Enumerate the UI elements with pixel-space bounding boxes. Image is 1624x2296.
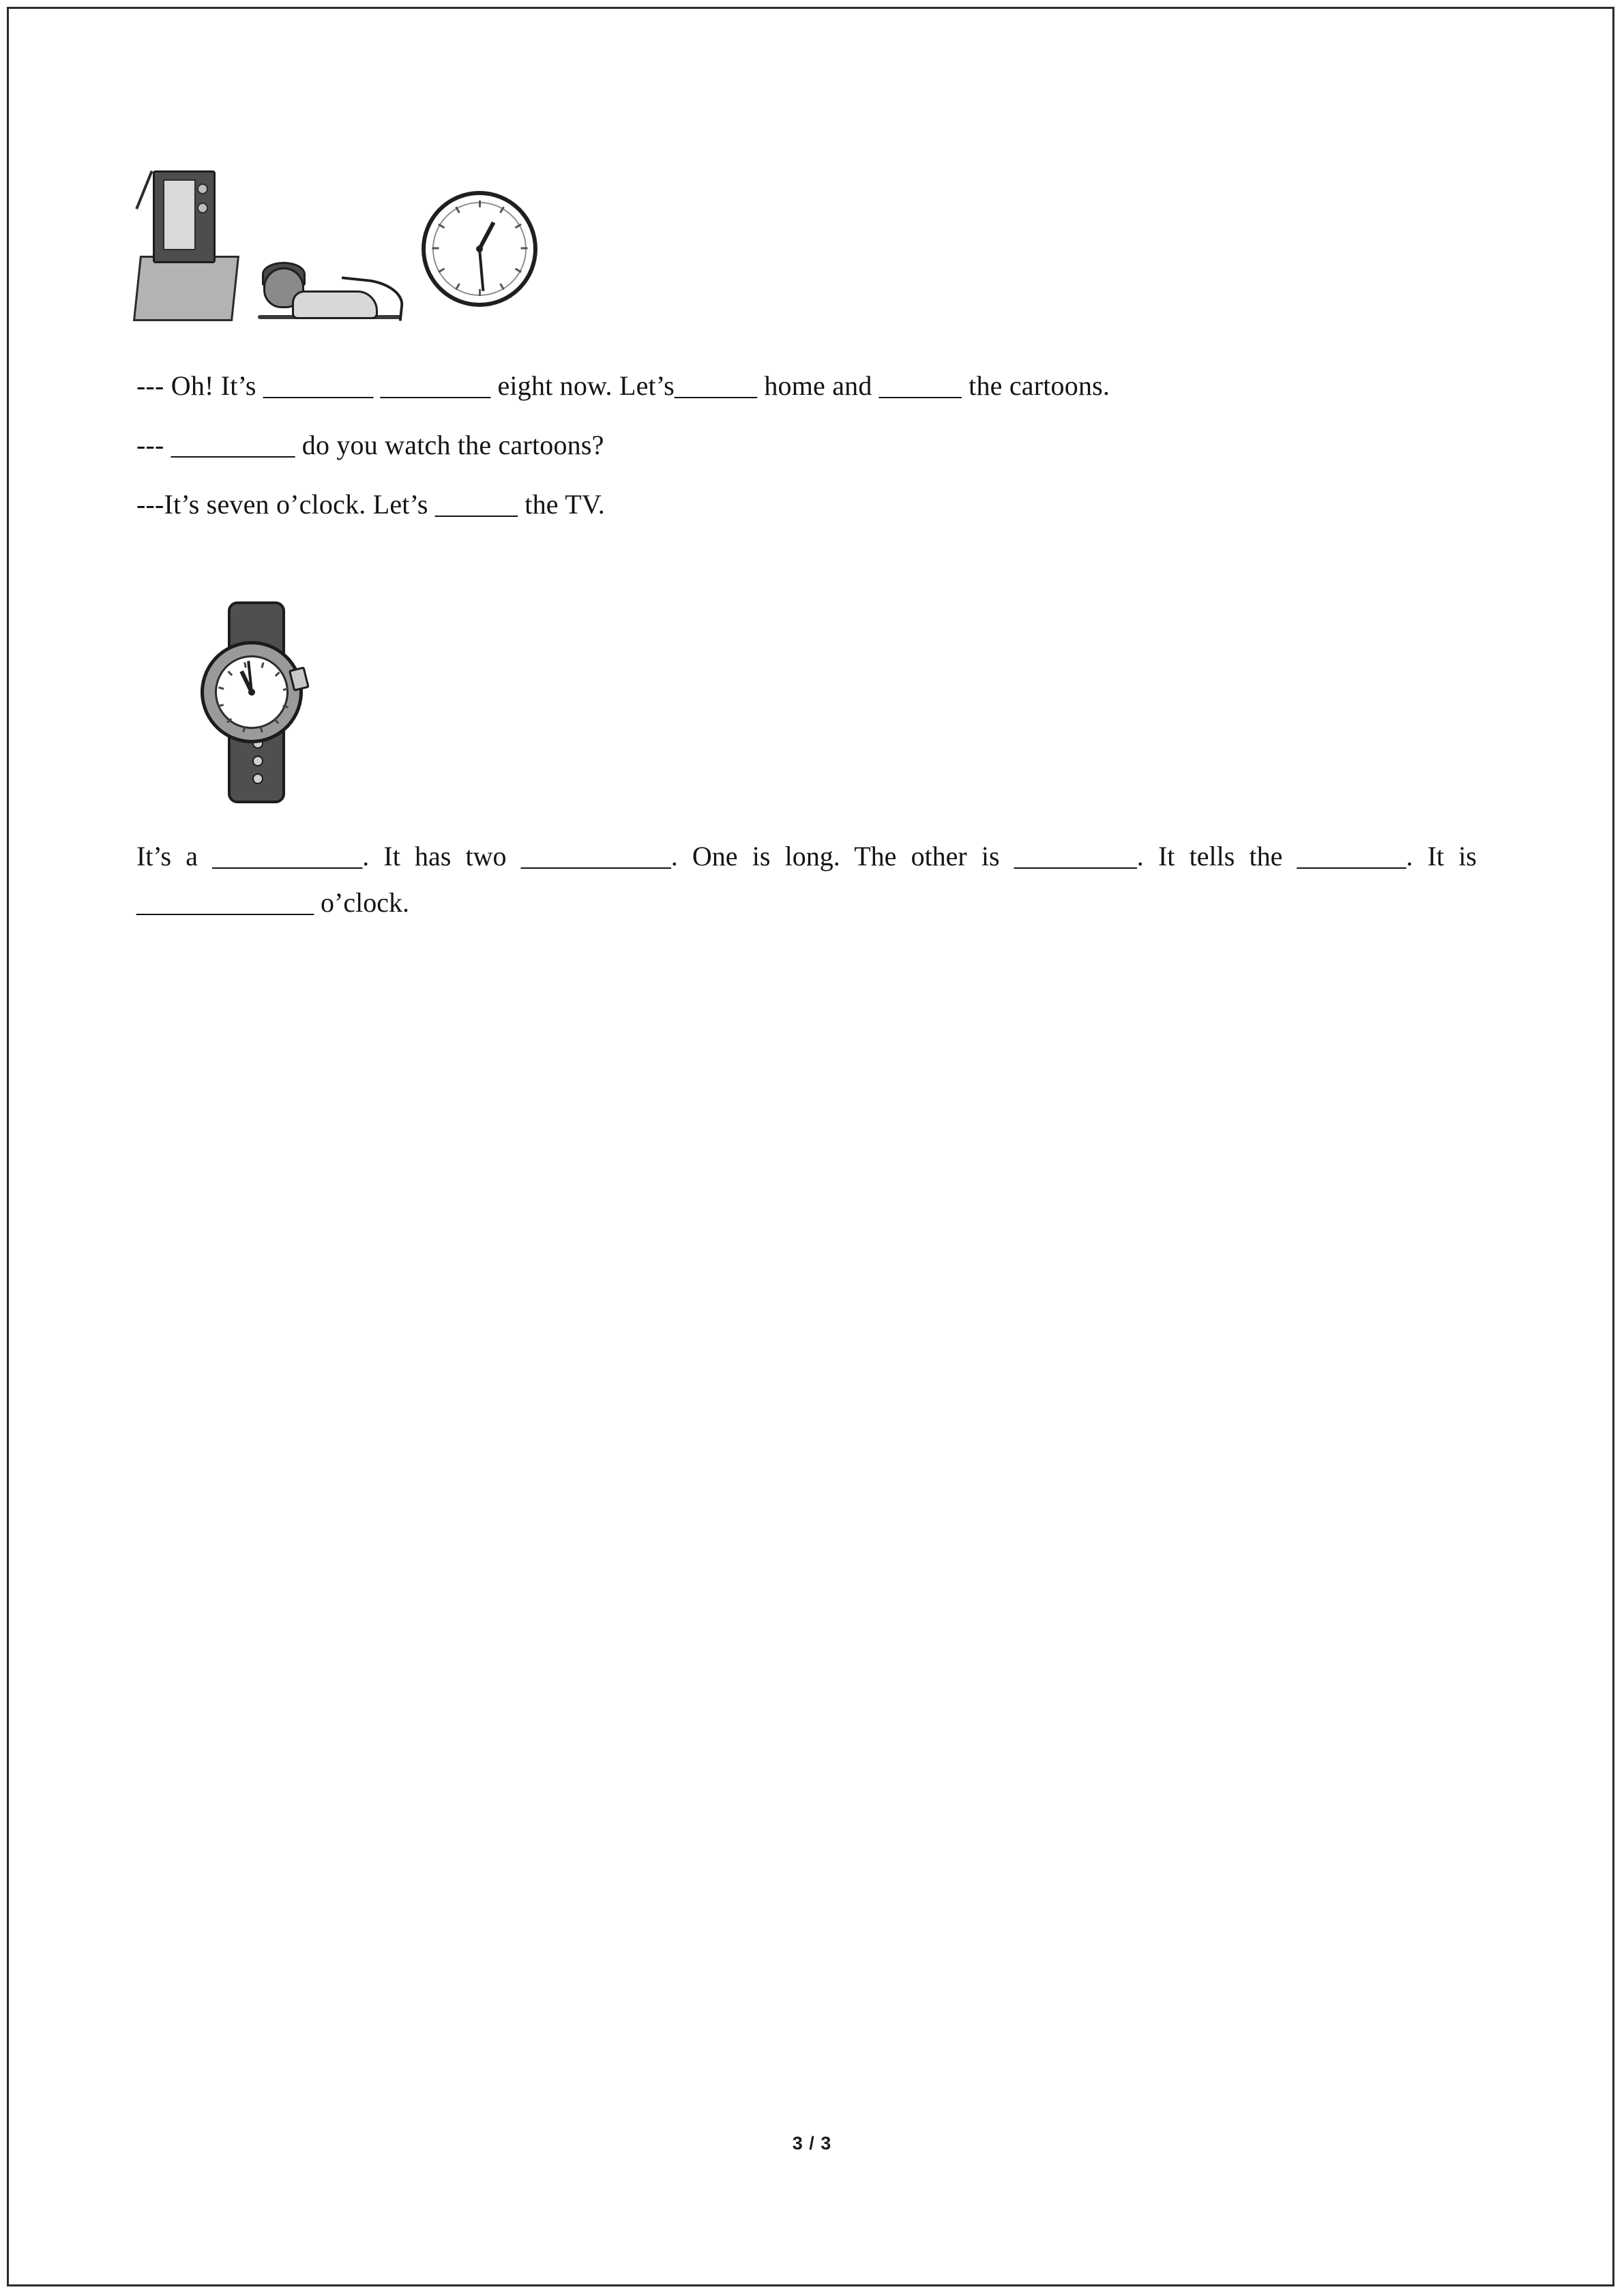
- page-content: [136, 170, 1487, 925]
- watch-tick: [259, 727, 263, 732]
- fill-in-the-blank-paragraph: It’s a ___________. It has two ___________. One is long. The other is _________. It tells the ________. It is _____________ o’clock.: [136, 841, 1477, 918]
- watch-tick: [226, 718, 232, 724]
- watch-face: [207, 648, 297, 737]
- tv-stand: [133, 256, 239, 321]
- clock-minute-hand: [478, 249, 484, 291]
- clock-tick: [455, 207, 460, 213]
- watch-tick: [274, 672, 280, 677]
- watch-tick: [274, 719, 279, 724]
- dialogue-line-3: ---It’s seven o’clock. Let’s ______ the TV.: [136, 488, 605, 520]
- wristwatch-illustration: [184, 601, 361, 806]
- clock-tick: [438, 268, 445, 273]
- dialogue-line-2: --- _________ do you watch the cartoons?: [136, 429, 604, 460]
- tv-knob-lower-icon: [197, 203, 208, 213]
- clock-center-pin: [476, 245, 483, 252]
- page-number: 3 / 3: [792, 2133, 832, 2153]
- watch-tick: [242, 727, 246, 733]
- clock-tick: [479, 200, 481, 207]
- clock-tick: [479, 289, 481, 296]
- child-legs: [338, 276, 405, 321]
- tv-screen: [153, 170, 216, 263]
- clock-tick: [514, 224, 521, 229]
- clock-tick: [520, 248, 527, 250]
- watch-crown: [289, 667, 310, 692]
- clock-tick: [499, 283, 505, 290]
- watch-tick: [261, 663, 264, 669]
- watch-tick: [243, 662, 247, 668]
- watch-tick: [282, 705, 289, 709]
- wall-clock-icon: [422, 191, 537, 307]
- watch-tick: [218, 687, 224, 690]
- dialogue-line-1: --- Oh! It’s ________ ________ eight now. Let’s______ home and ______ the cartoons.: [136, 370, 1110, 401]
- child-watching-tv-icon: [258, 252, 408, 327]
- tv-knob-upper-icon: [197, 183, 208, 194]
- clock-tick: [438, 224, 445, 229]
- watch-tick: [218, 704, 223, 708]
- clock-tick: [499, 207, 505, 213]
- tv-boy-clock-illustration: [136, 170, 518, 348]
- watch-center-pin: [248, 688, 256, 696]
- clock-tick: [455, 283, 460, 290]
- clock-tick: [432, 248, 439, 250]
- watch-strap-hole: [252, 773, 263, 784]
- television-icon: [136, 170, 246, 327]
- clock-tick: [514, 268, 521, 273]
- watch-tick: [282, 688, 288, 691]
- watch-case: [190, 630, 314, 754]
- watch-strap-hole: [252, 756, 263, 766]
- watch-tick: [227, 671, 233, 676]
